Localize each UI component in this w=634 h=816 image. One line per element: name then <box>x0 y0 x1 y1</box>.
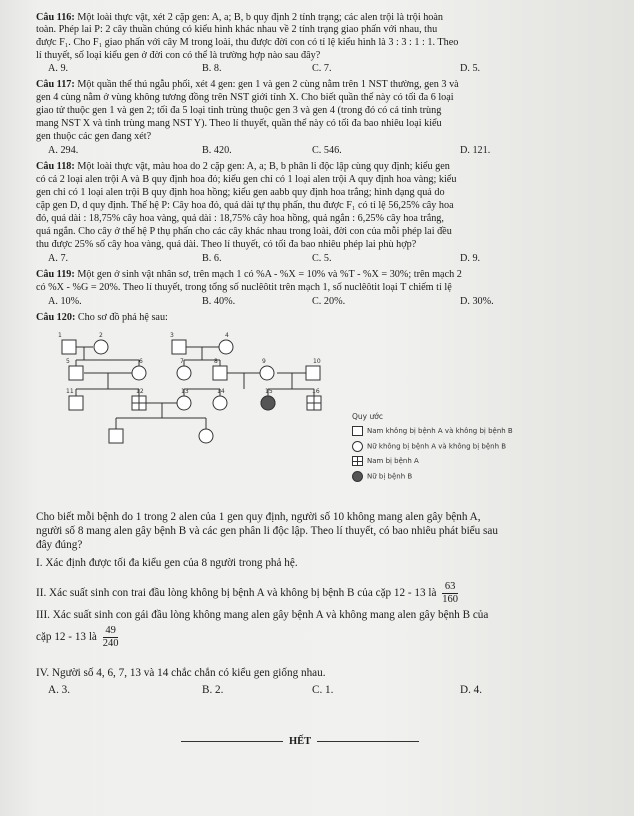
legend-item-female-disease-b: Nữ bị bệnh B <box>352 471 412 482</box>
q118-line-6: quả ngắn. Cho cây ở thế hệ P thụ phấn cho các cây khác nhau trong loài, đời con của mỗi phép lai đều <box>36 226 452 237</box>
legend-item-male-disease-a: Nam bị bệnh A <box>352 456 419 466</box>
q117-option-a: A. 294. <box>48 145 79 156</box>
q118-option-c: C. 5. <box>312 253 332 264</box>
divider <box>317 741 419 742</box>
legend-item-healthy-female: Nữ không bị bệnh A và không bị bệnh B <box>352 441 506 452</box>
q116-line-3: được F₁. Cho F₁ giao phấn với cây M trong loài, thu được đời con có tỉ lệ kiểu hình là 3 : 3 : 1 : 1. Theo <box>36 37 459 48</box>
q120-statement-3b: cặp 12 - 13 là $\frac{49}{240}$ <box>36 624 119 649</box>
q119-option-c: C. 20%. <box>312 296 346 307</box>
q116-option-a: A. 9. <box>48 63 69 74</box>
q118-line-4: cặp gen D, d quy định. Thế hệ P: Cây hoa đỏ, quả dài tự thụ phấn, thu được F₁ có tỉ lệ 56,25% cây hoa <box>36 200 454 211</box>
q117-option-c: C. 546. <box>312 145 342 156</box>
circle-icon <box>352 441 363 452</box>
pedigree-number: 15 <box>265 388 273 395</box>
q120-body-line-3: đây đúng? <box>36 539 83 551</box>
q116-line-4: lí thuyết, số loại kiểu gen ở đời con có thể là trường hợp nào sau đây? <box>36 50 321 61</box>
q116-option-d: D. 5. <box>460 63 481 74</box>
q119-line-1: Câu 119: Một gen ở sinh vật nhân sơ, trên mạch 1 có %A - %X = 10% và %T - %X = 30%; trên mạch 2 <box>36 269 462 280</box>
q116-option-c: C. 7. <box>312 63 332 74</box>
q117-line-1: Câu 117: Một quần thể thú ngẫu phối, xét 4 gen: gen 1 và gen 2 cùng nằm trên 1 NST thường, gen 3 và <box>36 79 459 90</box>
pedigree-number: 10 <box>313 358 321 365</box>
q116-line-2: toàn. Phép lai P: 2 cây thuần chủng có kiểu hình khác nhau về 2 tính trạng giao phấn với nhau, thu <box>36 24 438 35</box>
hatched-square-icon <box>352 456 363 466</box>
pedigree-number: 11 <box>66 388 74 395</box>
fraction: $\frac{49}{240}$ <box>102 624 119 649</box>
square-icon <box>352 426 363 436</box>
q116-option-b: B. 8. <box>202 63 222 74</box>
pedigree-chart <box>40 322 380 462</box>
q119-option-d: D. 30%. <box>460 296 494 307</box>
q117-line-4: mang NST X và tinh trùng mang NST Y). Theo lí thuyết, quần thể này có tối đa bao nhiêu loại kiểu <box>36 118 442 129</box>
q118-option-a: A. 7. <box>48 253 69 264</box>
q119-option-b: B. 40%. <box>202 296 236 307</box>
pedigree-number: 4 <box>225 332 229 339</box>
pedigree-number: 1 <box>58 332 62 339</box>
q118-line-7: thu được 25% số cây hoa vàng, quả dài. Theo lí thuyết, có tối đa bao nhiêu phép lai phù hợp? <box>36 239 417 250</box>
legend-item-healthy-male: Nam không bị bệnh A và không bị bệnh B <box>352 426 513 436</box>
q118-option-d: D. 9. <box>460 253 481 264</box>
q118-line-2: có cả 2 loại alen trội A và B quy định hoa đỏ; kiểu gen chỉ có 1 loại alen trội A quy định hoa vàng; kiểu <box>36 174 457 185</box>
pedigree-number: 8 <box>214 358 218 365</box>
q120-option-a: A. 3. <box>48 684 71 696</box>
q120-statement-4: IV. Người số 4, 6, 7, 13 và 14 chắc chắn có kiểu gen giống nhau. <box>36 667 326 679</box>
q120-body-line-1: Cho biết mỗi bệnh do 1 trong 2 alen của 1 gen quy định, người số 10 không mang alen gây bệnh A, <box>36 511 481 523</box>
fraction: $\frac{63}{160}$ <box>442 580 459 605</box>
pedigree-number: 12 <box>136 388 144 395</box>
q120-statement-2: II. Xác suất sinh con trai đầu lòng không bị bệnh A và không bị bệnh B của cặp 12 - 13 là $\frac{63}{160}$ <box>36 580 459 605</box>
pedigree-number: 5 <box>66 358 70 365</box>
q116-line-1: Câu 116: Một loài thực vật, xét 2 cặp gen: A, a; B, b quy định 2 tính trạng; các alen trội là trội hoàn <box>36 12 444 23</box>
pedigree-number: 14 <box>217 388 225 395</box>
q117-option-b: B. 420. <box>202 145 232 156</box>
q117-line-3: giao tử thuộc gen 1 và gen 2; tối đa 5 loại tinh trùng thuộc gen 3 và gen 4 (trong đó có cả tinh trùng <box>36 105 442 116</box>
legend-title: Quy ước <box>352 412 383 421</box>
pedigree-number: 2 <box>99 332 103 339</box>
q120-option-b: B. 2. <box>202 684 224 696</box>
q119-option-a: A. 10%. <box>48 296 82 307</box>
filled-circle-icon <box>352 471 363 482</box>
pedigree-number: 7 <box>180 358 184 365</box>
pedigree-number: 13 <box>181 388 189 395</box>
pedigree-number: 3 <box>170 332 174 339</box>
q120-body-line-2: người số 8 mang alen gây bệnh B và các gen phân li độc lập. Theo lí thuyết, có bao nhiêu phát biểu sau <box>36 525 498 537</box>
divider <box>181 741 283 742</box>
q117-line-5: gen thuộc các gen đang xét? <box>36 131 152 142</box>
q118-option-b: B. 6. <box>202 253 222 264</box>
q117-line-2: gen 4 cùng nằm ở vùng không tương đồng trên NST giới tính X. Cho biết quần thể này có tối đa 6 loại <box>36 92 454 103</box>
q120-statement-1: I. Xác định được tối đa kiểu gen của 8 người trong phả hệ. <box>36 557 298 569</box>
q120-option-d: D. 4. <box>460 684 483 696</box>
q120-statement-3a: III. Xác suất sinh con gái đầu lòng không mang alen gây bệnh A và không mang alen gây bệnh B của <box>36 609 489 621</box>
q120-title: Câu 120: Cho sơ đồ phả hệ sau: <box>36 312 168 323</box>
q118-line-3: gen chỉ có 1 loại alen trội B quy định hoa hồng; kiểu gen aabb quy định hoa trắng; hình dạng quả do <box>36 187 445 198</box>
end-marker: HẾT <box>175 736 425 747</box>
q118-line-5: đỏ, quả dài : 18,75% cây hoa vàng, quả dài : 18,75% cây hoa hồng, quả ngắn : 6,25% cây hoa trắng, <box>36 213 444 224</box>
pedigree-number: 6 <box>139 358 143 365</box>
q118-line-1: Câu 118: Một loài thực vật, màu hoa do 2 cặp gen: A, a; B, b phân li độc lập cùng quy định; kiểu gen <box>36 161 450 172</box>
q117-option-d: D. 121. <box>460 145 491 156</box>
q119-line-2: có %X - %G = 20%. Theo lí thuyết, trong tổng số nuclêôtit trên mạch 1, số nuclêôtit loại T chiếm tỉ lệ <box>36 282 452 293</box>
q120-option-c: C. 1. <box>312 684 334 696</box>
pedigree-number: 16 <box>312 388 320 395</box>
pedigree-number: 9 <box>262 358 266 365</box>
